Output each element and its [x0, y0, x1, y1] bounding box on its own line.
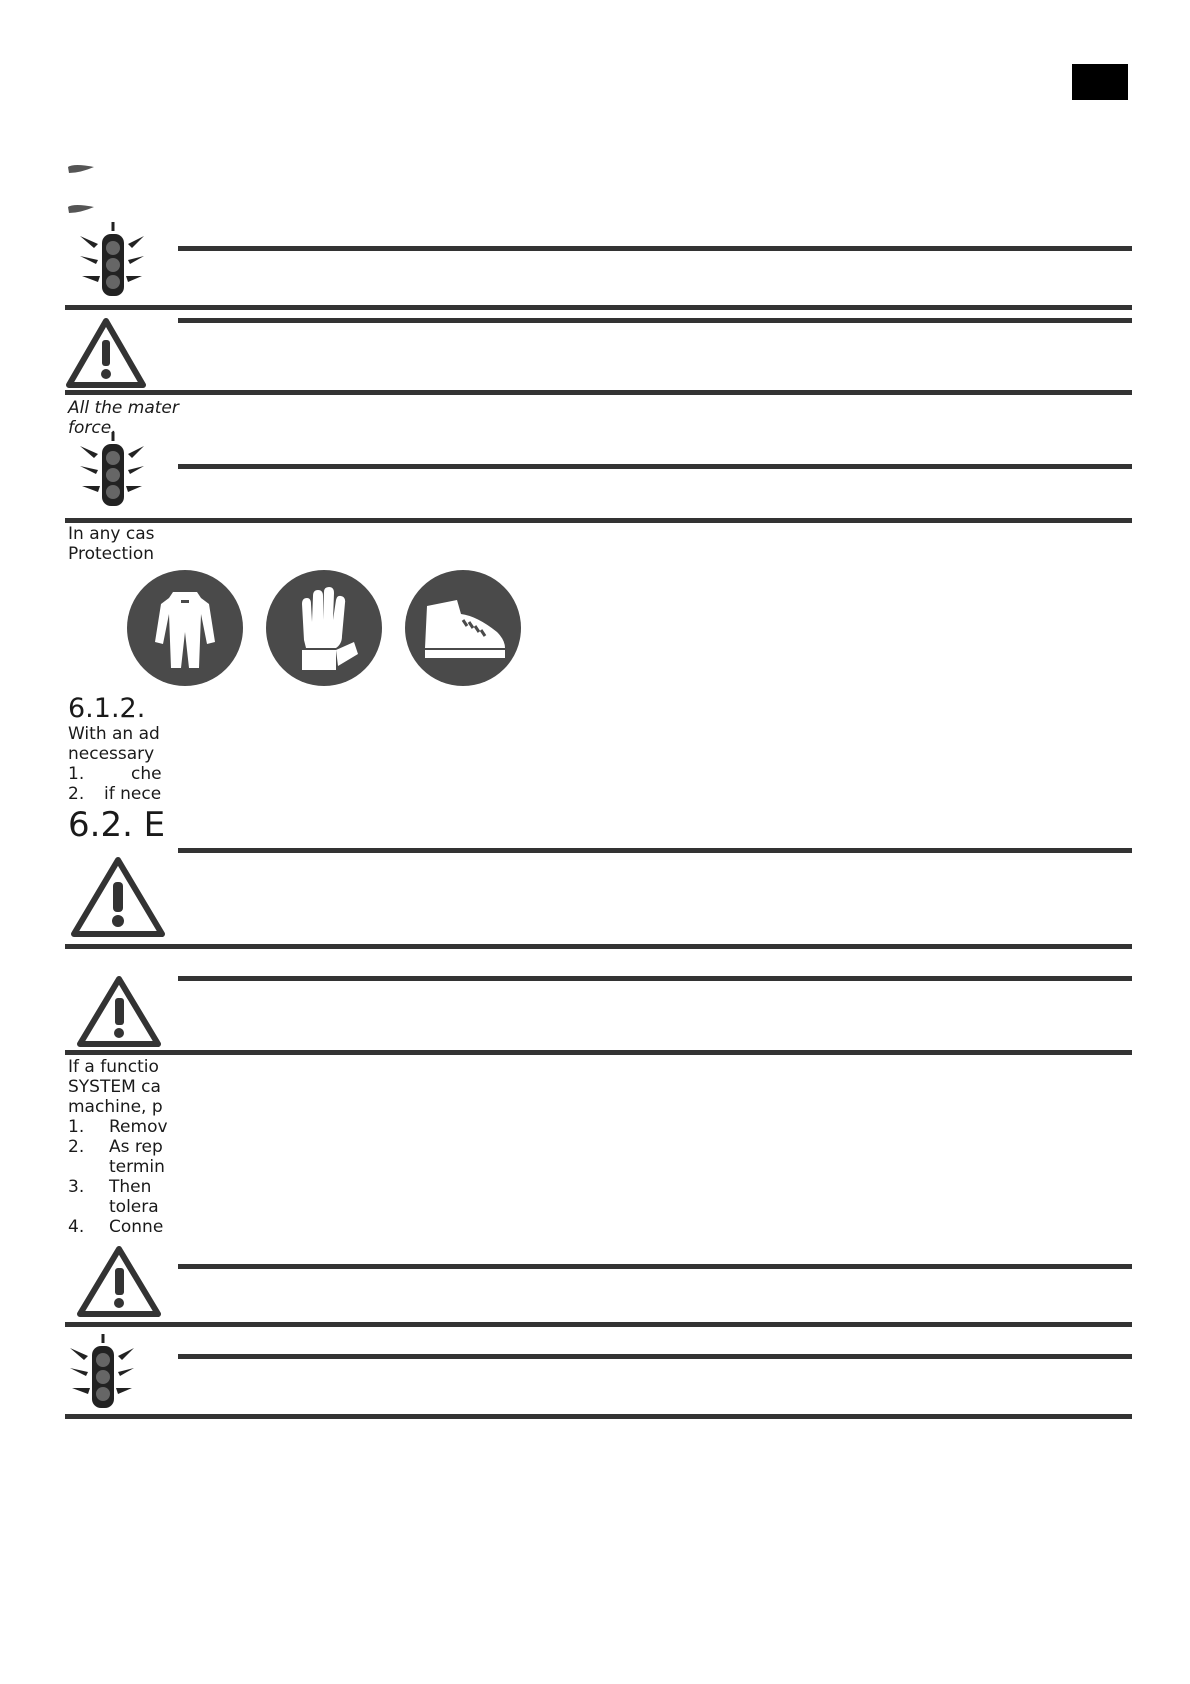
paragraph-line: With an ad	[68, 724, 160, 744]
divider	[178, 1264, 1132, 1269]
paragraph-line: SYSTEM ca	[68, 1077, 161, 1097]
list-item-continuation: termin	[109, 1157, 165, 1177]
paragraph-line: machine, p	[68, 1097, 163, 1117]
gloves-icon	[266, 570, 382, 686]
divider	[178, 318, 1132, 323]
divider	[178, 848, 1132, 853]
list-number: 2.	[68, 1137, 85, 1157]
section-heading: 6.1.2.	[68, 693, 146, 724]
divider	[178, 464, 1132, 469]
list-number: 1.	[68, 764, 85, 784]
list-item: Conne	[109, 1217, 164, 1237]
divider	[65, 390, 1132, 395]
divider	[178, 246, 1132, 251]
bullet-arrow-icon	[68, 203, 94, 213]
list-item: che	[131, 764, 162, 784]
warning-triangle-icon	[70, 856, 166, 938]
list-item: if nece	[104, 784, 162, 804]
traffic-light-icon	[68, 1334, 136, 1412]
list-number: 2.	[68, 784, 85, 804]
divider	[178, 1354, 1132, 1359]
note-line: force.	[68, 418, 117, 438]
list-item: As rep	[109, 1137, 163, 1157]
warning-triangle-icon	[76, 1246, 162, 1318]
coverall-icon	[127, 570, 243, 686]
paragraph-line: In any cas	[68, 524, 155, 544]
safety-shoe-icon	[405, 570, 521, 686]
paragraph-line: Protection	[68, 544, 155, 564]
divider	[178, 976, 1132, 981]
divider	[65, 518, 1132, 523]
warning-triangle-icon	[76, 976, 162, 1048]
list-number: 1.	[68, 1117, 85, 1137]
list-number: 4.	[68, 1217, 85, 1237]
list-item: Then	[109, 1177, 152, 1197]
section-heading: 6.2. E	[68, 805, 166, 845]
list-item: Remov	[109, 1117, 168, 1137]
list-number: 3.	[68, 1177, 85, 1197]
divider	[65, 944, 1132, 949]
divider	[65, 1414, 1132, 1419]
traffic-light-icon	[78, 432, 146, 510]
note-line: All the mater	[68, 398, 179, 418]
list-item-continuation: tolera	[109, 1197, 159, 1217]
traffic-light-icon	[78, 222, 146, 300]
divider	[65, 1322, 1132, 1327]
paragraph-line: necessary	[68, 744, 155, 764]
bullet-arrow-icon	[68, 163, 94, 173]
warning-triangle-icon	[66, 318, 146, 388]
page-number-tab	[1072, 64, 1128, 100]
divider	[65, 305, 1132, 310]
divider	[65, 1050, 1132, 1055]
paragraph-line: If a functio	[68, 1057, 159, 1077]
